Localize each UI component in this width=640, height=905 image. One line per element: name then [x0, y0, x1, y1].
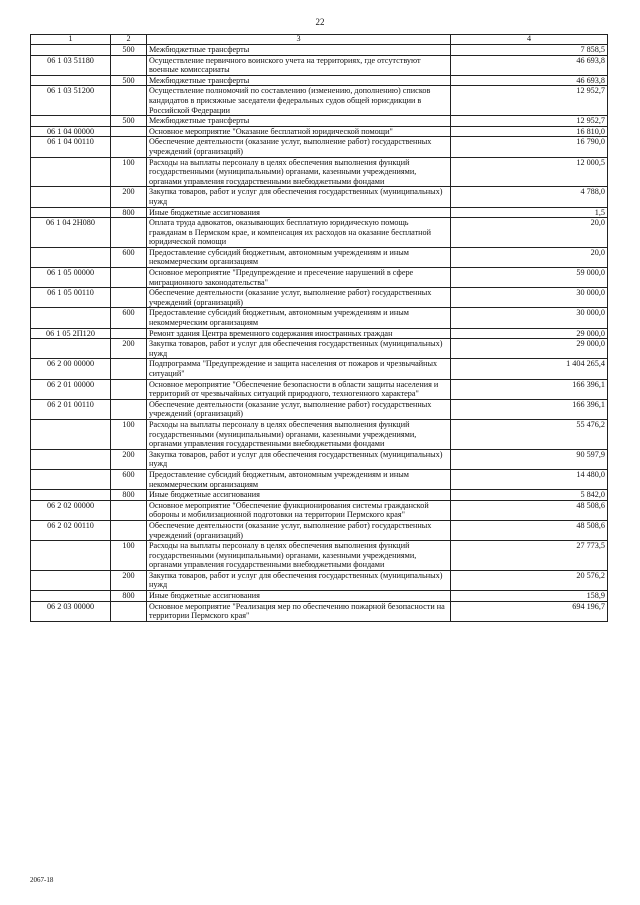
cell-code	[31, 449, 111, 469]
table-row	[31, 328, 608, 339]
cell-amount: 158,9	[451, 591, 608, 602]
table-row	[31, 359, 608, 379]
cell-code: 06 1 04 00000	[31, 126, 111, 137]
cell-type: 200	[111, 187, 147, 207]
header-code: 1	[31, 35, 111, 45]
cell-name: Межбюджетные трансферты	[147, 45, 451, 56]
table-row	[31, 126, 608, 137]
cell-name: Ремонт здания Центра временного содержания иностранных граждан	[147, 328, 451, 339]
cell-code: 06 1 03 51200	[31, 86, 111, 116]
table-row	[31, 449, 608, 469]
cell-amount: 29 000,0	[451, 339, 608, 359]
cell-type	[111, 328, 147, 339]
table-row	[31, 591, 608, 602]
page-number: 22	[315, 17, 325, 27]
cell-name: Закупка товаров, работ и услуг для обеспечения государственных (муниципальных) нужд	[147, 187, 451, 207]
footer-code: 2067-18	[30, 876, 54, 884]
table-row	[31, 45, 608, 56]
cell-amount: 46 693,8	[451, 75, 608, 86]
table-row	[31, 247, 608, 267]
cell-amount: 12 000,5	[451, 157, 608, 187]
table-row	[31, 379, 608, 399]
cell-name: Обеспечение деятельности (оказание услуг, выполнение работ) государственных учреждений (организаций)	[147, 520, 451, 540]
table-row	[31, 339, 608, 359]
cell-name: Закупка товаров, работ и услуг для обеспечения государственных (муниципальных) нужд	[147, 339, 451, 359]
cell-code: 06 1 05 2П120	[31, 328, 111, 339]
cell-type	[111, 399, 147, 419]
cell-code	[31, 247, 111, 267]
cell-code: 06 1 04 00110	[31, 137, 111, 157]
cell-name: Подпрограмма "Предупреждение и защита населения от пожаров и чрезвычайных ситуаций"	[147, 359, 451, 379]
cell-code	[31, 45, 111, 56]
table-row	[31, 288, 608, 308]
cell-type: 100	[111, 419, 147, 449]
cell-name: Предоставление субсидий бюджетным, автономным учреждениям и иным некоммерческим организациям	[147, 469, 451, 489]
table-row	[31, 570, 608, 590]
cell-name: Межбюджетные трансферты	[147, 75, 451, 86]
cell-type: 800	[111, 490, 147, 501]
table-row	[31, 55, 608, 75]
cell-amount: 29 000,0	[451, 328, 608, 339]
cell-type: 800	[111, 207, 147, 218]
table-row	[31, 601, 608, 621]
cell-amount: 5 842,0	[451, 490, 608, 501]
cell-code: 06 2 01 00110	[31, 399, 111, 419]
table-row	[31, 541, 608, 571]
cell-type: 200	[111, 339, 147, 359]
cell-amount: 48 508,6	[451, 520, 608, 540]
cell-name: Основное мероприятие "Оказание бесплатной юридической помощи"	[147, 126, 451, 137]
table-row	[31, 218, 608, 248]
table-row	[31, 500, 608, 520]
table-row	[31, 207, 608, 218]
cell-amount: 16 810,0	[451, 126, 608, 137]
cell-code	[31, 157, 111, 187]
cell-type: 100	[111, 541, 147, 571]
cell-code: 06 2 02 00000	[31, 500, 111, 520]
cell-name: Основное мероприятие "Реализация мер по обеспечению пожарной безопасности на территории Пермского края"	[147, 601, 451, 621]
header-type: 2	[111, 35, 147, 45]
table-row	[31, 137, 608, 157]
table-row	[31, 187, 608, 207]
cell-code	[31, 570, 111, 590]
table-row	[31, 520, 608, 540]
header-name: 3	[147, 35, 451, 45]
cell-amount: 12 952,7	[451, 116, 608, 127]
cell-type: 500	[111, 116, 147, 127]
cell-code: 06 1 04 2Н080	[31, 218, 111, 248]
cell-name: Обеспечение деятельности (оказание услуг, выполнение работ) государственных учреждений (организаций)	[147, 399, 451, 419]
cell-code: 06 2 00 00000	[31, 359, 111, 379]
cell-type: 200	[111, 449, 147, 469]
cell-type: 800	[111, 591, 147, 602]
table-row	[31, 490, 608, 501]
cell-name: Предоставление субсидий бюджетным, автономным учреждениям и иным некоммерческим организациям	[147, 308, 451, 328]
cell-type	[111, 137, 147, 157]
cell-code	[31, 419, 111, 449]
cell-amount: 30 000,0	[451, 308, 608, 328]
cell-name: Закупка товаров, работ и услуг для обеспечения государственных (муниципальных) нужд	[147, 570, 451, 590]
cell-code	[31, 591, 111, 602]
cell-name: Обеспечение деятельности (оказание услуг, выполнение работ) государственных учреждений (организаций)	[147, 137, 451, 157]
cell-name: Осуществление первичного воинского учета на территориях, где отсутствуют военные комиссариаты	[147, 55, 451, 75]
table-row	[31, 86, 608, 116]
cell-code: 06 1 05 00110	[31, 288, 111, 308]
table-body	[31, 45, 608, 622]
cell-type: 600	[111, 308, 147, 328]
cell-code: 06 1 03 51180	[31, 55, 111, 75]
cell-amount: 30 000,0	[451, 288, 608, 308]
table-row	[31, 399, 608, 419]
cell-name: Закупка товаров, работ и услуг для обеспечения государственных (муниципальных) нужд	[147, 449, 451, 469]
cell-amount: 1 404 265,4	[451, 359, 608, 379]
cell-type	[111, 55, 147, 75]
table-row	[31, 268, 608, 288]
table-row	[31, 469, 608, 489]
cell-amount: 4 788,0	[451, 187, 608, 207]
cell-amount: 46 693,8	[451, 55, 608, 75]
cell-name: Иные бюджетные ассигнования	[147, 490, 451, 501]
table-row	[31, 419, 608, 449]
budget-table	[30, 34, 608, 622]
cell-name: Иные бюджетные ассигнования	[147, 207, 451, 218]
cell-type: 500	[111, 45, 147, 56]
cell-amount: 694 196,7	[451, 601, 608, 621]
cell-name: Осуществление полномочий по составлению (изменению, дополнению) списков кандидатов в присяжные заседатели федеральных судов общей юрисдикции в Российской Федерации	[147, 86, 451, 116]
cell-type: 600	[111, 247, 147, 267]
table-row	[31, 157, 608, 187]
header-amount: 4	[451, 35, 608, 45]
cell-type	[111, 268, 147, 288]
table-row	[31, 75, 608, 86]
cell-code	[31, 541, 111, 571]
cell-amount: 166 396,1	[451, 399, 608, 419]
cell-code	[31, 469, 111, 489]
cell-name: Оплата труда адвокатов, оказывающих бесплатную юридическую помощь гражданам в Пермском крае, и компенсация их расходов на оказание бесплатной юридической помощи	[147, 218, 451, 248]
cell-code: 06 2 02 00110	[31, 520, 111, 540]
header-row	[31, 35, 608, 45]
cell-type: 600	[111, 469, 147, 489]
cell-name: Расходы на выплаты персоналу в целях обеспечения выполнения функций государственными (муниципальными) органами, казенными учреждениями, органами управления государственными внебюджетными фондами	[147, 541, 451, 571]
cell-code	[31, 308, 111, 328]
cell-name: Основное мероприятие "Обеспечение безопасности в области защиты населения и территорий от чрезвычайных ситуаций природного, техногенного характера"	[147, 379, 451, 399]
cell-name: Предоставление субсидий бюджетным, автономным учреждениям и иным некоммерческим организациям	[147, 247, 451, 267]
cell-type	[111, 601, 147, 621]
cell-amount: 7 858,5	[451, 45, 608, 56]
cell-code: 06 2 01 00000	[31, 379, 111, 399]
cell-type	[111, 86, 147, 116]
cell-type	[111, 218, 147, 248]
cell-type	[111, 126, 147, 137]
cell-code: 06 1 05 00000	[31, 268, 111, 288]
table-row	[31, 308, 608, 328]
cell-amount: 16 790,0	[451, 137, 608, 157]
cell-amount: 12 952,7	[451, 86, 608, 116]
cell-type: 200	[111, 570, 147, 590]
cell-amount: 48 508,6	[451, 500, 608, 520]
cell-code: 06 2 03 00000	[31, 601, 111, 621]
cell-type	[111, 359, 147, 379]
cell-type	[111, 379, 147, 399]
cell-code	[31, 116, 111, 127]
table-row	[31, 116, 608, 127]
cell-code	[31, 207, 111, 218]
cell-name: Расходы на выплаты персоналу в целях обеспечения выполнения функций государственными (муниципальными) органами, казенными учреждениями, органами управления государственными внебюджетными фондами	[147, 419, 451, 449]
cell-amount: 27 773,5	[451, 541, 608, 571]
cell-type	[111, 500, 147, 520]
cell-amount: 20,0	[451, 247, 608, 267]
cell-code	[31, 187, 111, 207]
cell-code	[31, 339, 111, 359]
cell-amount: 166 396,1	[451, 379, 608, 399]
cell-amount: 20,0	[451, 218, 608, 248]
cell-name: Основное мероприятие "Обеспечение функционирования системы гражданской обороны и мобилизационной подготовки на территории Пермского края"	[147, 500, 451, 520]
cell-type	[111, 520, 147, 540]
cell-amount: 1,5	[451, 207, 608, 218]
cell-amount: 90 597,9	[451, 449, 608, 469]
cell-name: Расходы на выплаты персоналу в целях обеспечения выполнения функций государственными (муниципальными) органами, казенными учреждениями, органами управления государственными внебюджетными фондами	[147, 157, 451, 187]
cell-name: Основное мероприятие "Предупреждение и пресечение нарушений в сфере миграционного законодательства"	[147, 268, 451, 288]
cell-amount: 59 000,0	[451, 268, 608, 288]
cell-amount: 20 576,2	[451, 570, 608, 590]
cell-code	[31, 490, 111, 501]
cell-name: Иные бюджетные ассигнования	[147, 591, 451, 602]
cell-type	[111, 288, 147, 308]
cell-amount: 14 480,0	[451, 469, 608, 489]
cell-type: 500	[111, 75, 147, 86]
cell-name: Межбюджетные трансферты	[147, 116, 451, 127]
cell-amount: 55 476,2	[451, 419, 608, 449]
cell-type: 100	[111, 157, 147, 187]
cell-code	[31, 75, 111, 86]
cell-name: Обеспечение деятельности (оказание услуг, выполнение работ) государственных учреждений (организаций)	[147, 288, 451, 308]
